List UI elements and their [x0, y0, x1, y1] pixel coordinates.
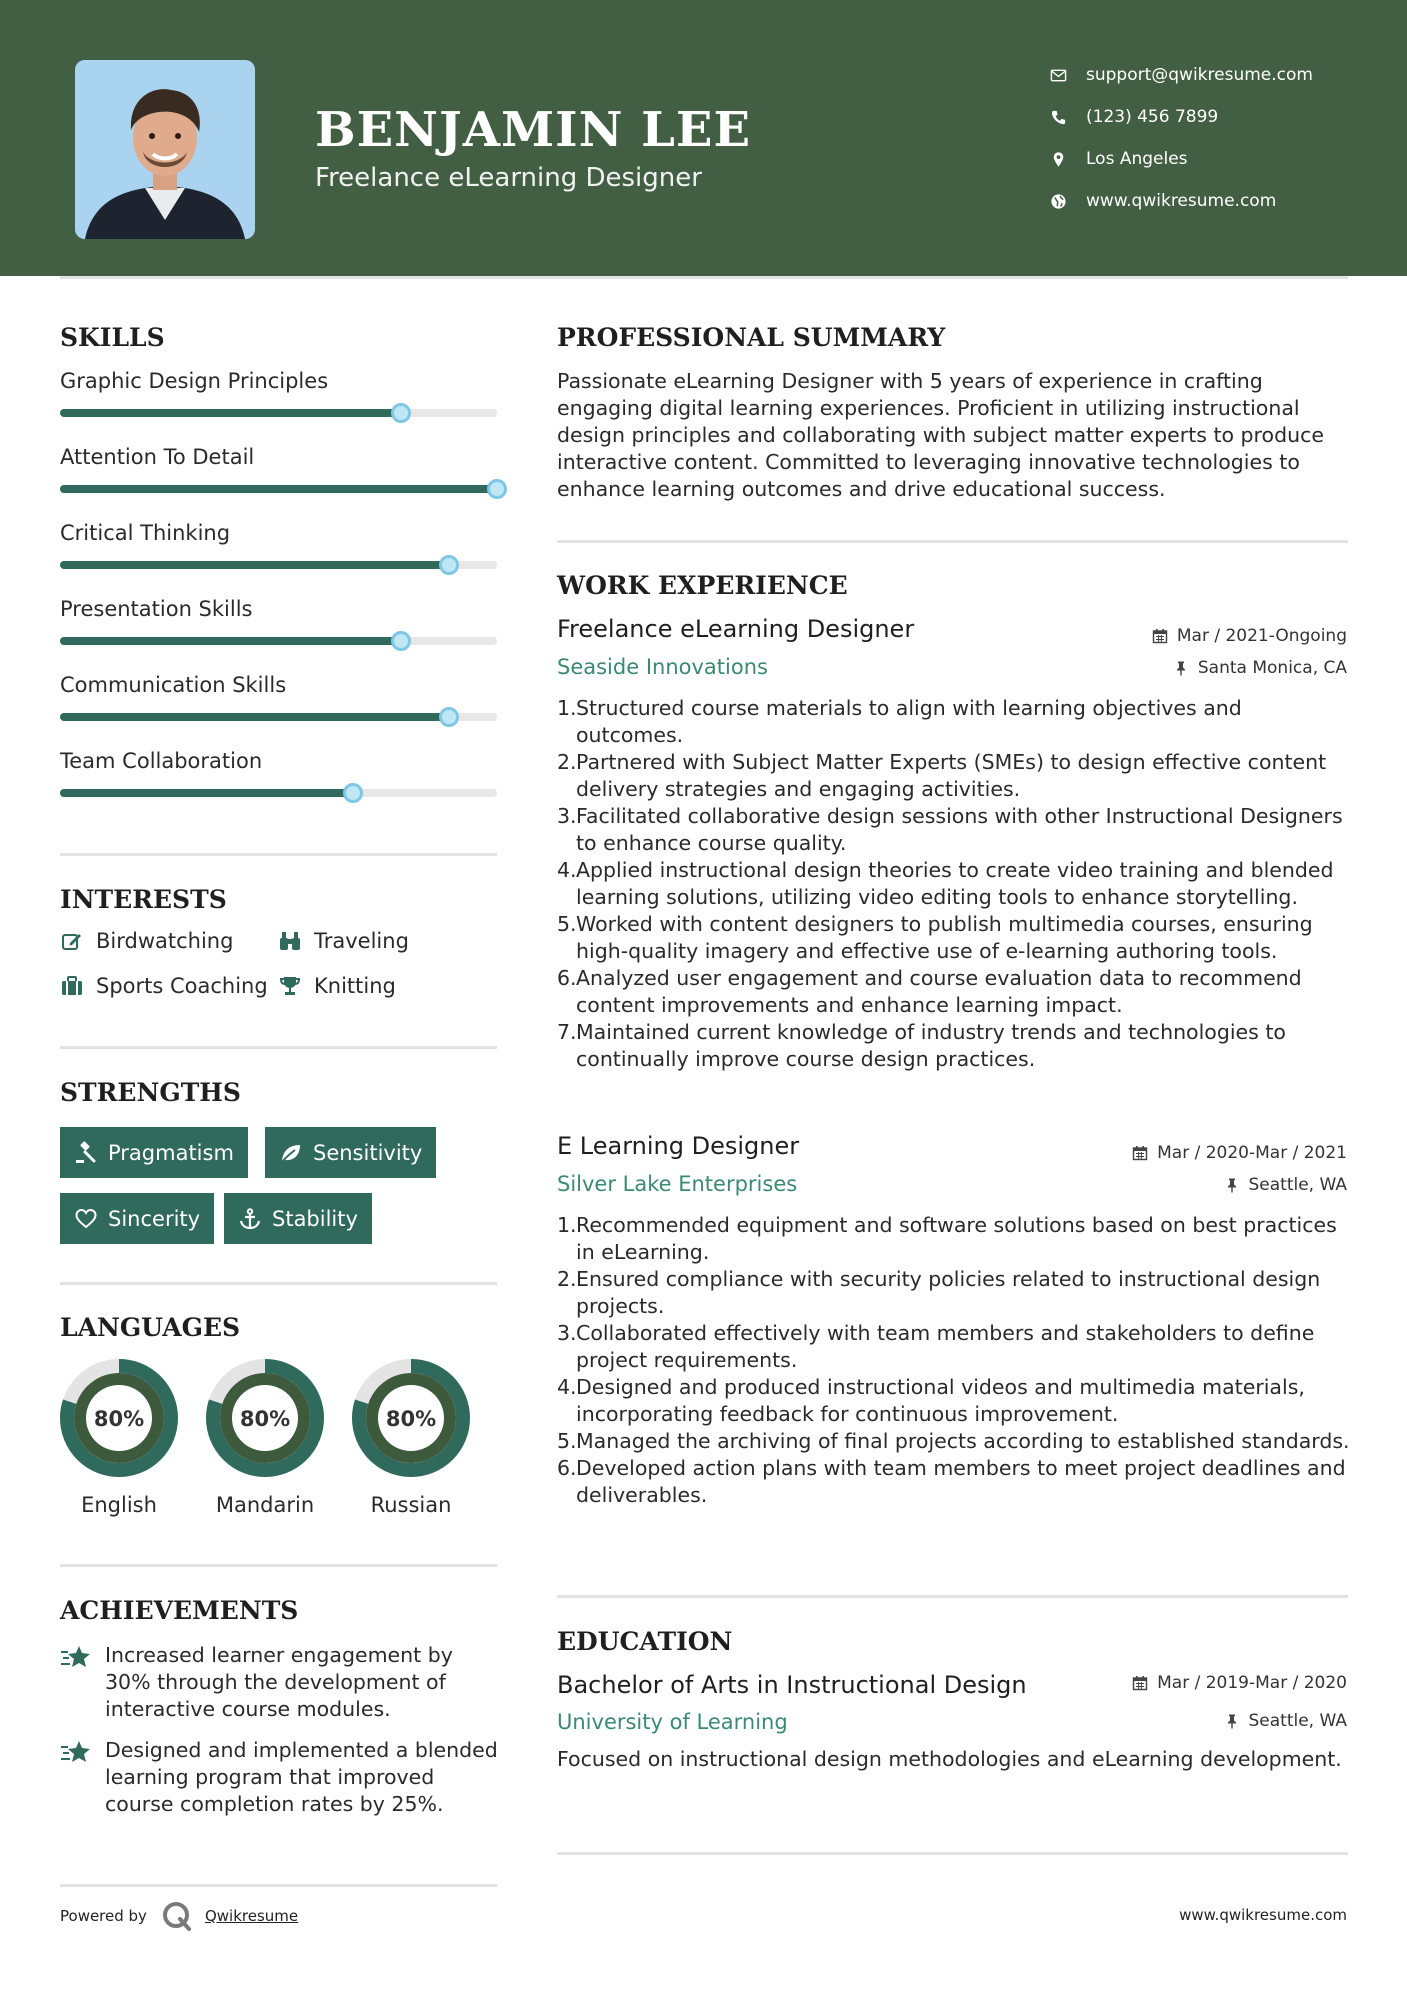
- skill-item: [60, 673, 497, 749]
- section-divider: [557, 540, 1348, 543]
- strengths-heading: STRENGTHS: [60, 1078, 241, 1107]
- skill-bar-fill: [60, 409, 401, 417]
- contact-list: [1050, 54, 1380, 222]
- skill-label: Attention To Detail: [60, 445, 255, 469]
- star-trophy-icon: [60, 1739, 92, 1767]
- degree-title: Bachelor of Arts in Instructional Design: [557, 1671, 1027, 1699]
- calendar-icon: [1132, 1145, 1148, 1161]
- language-percent: 80%: [239, 1407, 291, 1431]
- job-date: [1152, 626, 1347, 646]
- person-portrait-icon: [75, 60, 255, 239]
- binoculars-icon: [278, 929, 314, 953]
- job-location-text: Seattle, WA: [1248, 1175, 1347, 1195]
- header-divider: [60, 276, 1348, 279]
- contact-email[interactable]: [1050, 54, 1380, 96]
- skill-label: Critical Thinking: [60, 521, 231, 545]
- strength-label: Sincerity: [108, 1206, 201, 1231]
- calendar-icon: [1152, 628, 1168, 644]
- education-date-text: Mar / 2019-Mar / 2020: [1157, 1673, 1347, 1693]
- qwikresume-link[interactable]: Qwikresume: [204, 1907, 299, 1925]
- skills-heading: SKILLS: [60, 323, 165, 352]
- achievement-item: [60, 1737, 500, 1818]
- skill-bar-track: [60, 561, 497, 569]
- globe-icon: [1050, 193, 1086, 210]
- briefcase-icon: [60, 974, 96, 998]
- resume-header: [0, 0, 1407, 276]
- skill-label: Graphic Design Principles: [60, 369, 329, 393]
- skill-item: [60, 369, 497, 445]
- skill-label: Presentation Skills: [60, 597, 253, 621]
- strength-label: Stability: [272, 1206, 358, 1231]
- company-name: Silver Lake Enterprises: [557, 1172, 798, 1196]
- strength-tag: [265, 1127, 436, 1178]
- gavel-icon: [74, 1141, 108, 1165]
- section-divider: [60, 853, 497, 856]
- skill-bar-track: [60, 409, 497, 417]
- pushpin-icon: [1224, 1177, 1240, 1193]
- education-location: [1224, 1711, 1348, 1731]
- job-duties-list: [557, 1212, 1352, 1509]
- education-description: Focused on instructional design methodologies and eLearning development.: [557, 1747, 1342, 1771]
- envelope-icon: [1050, 67, 1086, 84]
- map-pin-icon: [1050, 151, 1086, 168]
- candidate-title: Freelance eLearning Designer: [315, 163, 702, 193]
- strength-tag: [60, 1127, 248, 1178]
- powered-by-label: Powered by: [60, 1907, 147, 1925]
- calendar-icon: [1132, 1675, 1148, 1691]
- anchor-icon: [238, 1207, 272, 1231]
- skill-bar-knob: [487, 479, 507, 499]
- skill-bar-knob: [439, 707, 459, 727]
- strength-label: Sensitivity: [313, 1140, 423, 1165]
- contact-phone-text: (123) 456 7899: [1086, 107, 1219, 127]
- strength-tag: [60, 1193, 214, 1244]
- contact-website-text: www.qwikresume.com: [1086, 191, 1277, 211]
- section-divider: [60, 1282, 497, 1285]
- duty-item: 1. Structured course materials to align with learning objectives and outcomes.: [557, 696, 1242, 747]
- contact-phone[interactable]: [1050, 96, 1380, 138]
- language-item: [350, 1357, 472, 1517]
- duty-item: 4. Applied instructional design theories to create video training and blended learning solutions, utilizing video editing tools to enhance storytelling.: [557, 858, 1334, 909]
- skill-bar-knob: [391, 631, 411, 651]
- language-name: Mandarin: [215, 1493, 315, 1517]
- heart-icon: [74, 1207, 108, 1231]
- section-divider: [557, 1595, 1348, 1598]
- section-divider: [60, 1564, 497, 1567]
- interest-label: Sports Coaching: [96, 974, 268, 998]
- skill-bar-fill: [60, 485, 497, 493]
- job-date-text: Mar / 2020-Mar / 2021: [1157, 1143, 1347, 1163]
- duty-item: 4. Designed and produced instructional videos and multimedia materials, incorporating feedback for continuous improvement.: [557, 1375, 1305, 1426]
- skill-bar-knob: [439, 555, 459, 575]
- skill-label: Communication Skills: [60, 673, 287, 697]
- interest-item: [60, 974, 268, 998]
- contact-website[interactable]: [1050, 180, 1380, 222]
- candidate-name: BENJAMIN LEE: [315, 102, 752, 158]
- language-name: Russian: [370, 1493, 452, 1517]
- skill-item: [60, 445, 497, 521]
- achievement-text: Increased learner engagement by 30% through the development of interactive course modules.: [105, 1643, 453, 1721]
- language-percent: 80%: [385, 1407, 437, 1431]
- skill-bar-knob: [343, 783, 363, 803]
- education-date: [1132, 1673, 1347, 1693]
- strength-label: Pragmatism: [108, 1140, 234, 1165]
- trophy-icon: [278, 974, 314, 998]
- achievements-heading: ACHIEVEMENTS: [60, 1596, 299, 1625]
- languages-heading: LANGUAGES: [60, 1313, 241, 1342]
- skill-item: [60, 749, 497, 825]
- interests-heading: INTERESTS: [60, 885, 227, 914]
- education-location-text: Seattle, WA: [1248, 1711, 1347, 1731]
- summary-heading: PROFESSIONAL SUMMARY: [557, 323, 946, 352]
- interest-item: [278, 974, 396, 998]
- language-donut: [58, 1357, 180, 1479]
- powered-by: [60, 1900, 298, 1932]
- contact-email-text: support@qwikresume.com: [1086, 65, 1313, 85]
- footer-website[interactable]: www.qwikresume.com: [1179, 1906, 1347, 1924]
- skill-bar-fill: [60, 713, 449, 721]
- contact-location: [1050, 138, 1380, 180]
- skill-bar-fill: [60, 561, 449, 569]
- section-divider: [60, 1046, 497, 1049]
- phone-icon: [1050, 109, 1086, 126]
- qwikresume-logo-icon: [161, 1900, 193, 1932]
- skill-bar-fill: [60, 637, 401, 645]
- section-divider: [60, 1884, 497, 1887]
- skill-item: [60, 597, 497, 673]
- work-heading: WORK EXPERIENCE: [557, 571, 848, 600]
- company-name: Seaside Innovations: [557, 655, 768, 679]
- language-percent: 80%: [93, 1407, 145, 1431]
- job-title: E Learning Designer: [557, 1132, 800, 1160]
- job-date: [1132, 1143, 1347, 1163]
- skill-bar-track: [60, 637, 497, 645]
- language-item: [204, 1357, 326, 1517]
- interest-item: [278, 929, 409, 953]
- interest-label: Traveling: [314, 929, 409, 953]
- interest-item: [60, 929, 233, 953]
- language-name: English: [81, 1493, 157, 1517]
- job-title: Freelance eLearning Designer: [557, 615, 915, 643]
- job-duties-list: [557, 695, 1352, 1073]
- profile-photo: [75, 60, 255, 239]
- skill-bar-track: [60, 789, 497, 797]
- duty-item: 1. Recommended equipment and software solutions based on best practices in eLearning.: [557, 1213, 1337, 1264]
- interest-label: Knitting: [314, 974, 396, 998]
- duty-item: 6. Analyzed user engagement and course evaluation data to recommend content improvements and enhance learning impact.: [557, 966, 1302, 1017]
- pencil-square-icon: [60, 929, 96, 953]
- duty-item: 6. Developed action plans with team members to meet project deadlines and deliverables.: [557, 1456, 1346, 1507]
- star-trophy-icon: [60, 1644, 92, 1672]
- achievement-text: Designed and implemented a blended learning program that improved course completion rates by 25%.: [105, 1738, 498, 1816]
- duty-item: 5. Worked with content designers to publish multimedia courses, ensuring high-quality imagery and effective use of e-learning authoring tools.: [557, 912, 1313, 963]
- education-heading: EDUCATION: [557, 1627, 733, 1656]
- skill-bar-fill: [60, 789, 353, 797]
- duty-item: 3. Facilitated collaborative design sessions with other Instructional Designers to enhance course quality.: [557, 804, 1343, 855]
- section-divider: [557, 1852, 1348, 1855]
- skill-bar-track: [60, 713, 497, 721]
- job-location: [1224, 1175, 1348, 1195]
- strength-tag: [224, 1193, 372, 1244]
- pushpin-icon: [1173, 660, 1189, 676]
- leaf-icon: [279, 1141, 313, 1165]
- achievement-item: [60, 1642, 500, 1723]
- duty-item: 5. Managed the archiving of final projects according to established standards.: [557, 1429, 1350, 1453]
- interest-label: Birdwatching: [96, 929, 234, 953]
- duty-item: 3. Collaborated effectively with team members and stakeholders to define project requirements.: [557, 1321, 1315, 1372]
- language-item: [58, 1357, 180, 1517]
- duty-item: 2. Ensured compliance with security policies related to instructional design projects.: [557, 1267, 1321, 1318]
- job-location-text: Santa Monica, CA: [1197, 658, 1347, 678]
- duty-item: 7. Maintained current knowledge of industry trends and technologies to continually improve course design practices.: [557, 1020, 1286, 1071]
- pushpin-icon: [1224, 1713, 1240, 1729]
- language-donut: [350, 1357, 472, 1479]
- school-name: University of Learning: [557, 1710, 788, 1734]
- skill-label: Team Collaboration: [60, 749, 263, 773]
- contact-location-text: Los Angeles: [1086, 149, 1188, 169]
- skill-bar-track: [60, 485, 497, 493]
- language-donut: [204, 1357, 326, 1479]
- job-location: [1173, 658, 1347, 678]
- job-date-text: Mar / 2021-Ongoing: [1176, 626, 1347, 646]
- skill-item: [60, 521, 497, 597]
- duty-item: 2. Partnered with Subject Matter Experts (SMEs) to design effective content delivery strategies and engaging activities.: [557, 750, 1327, 801]
- skill-bar-knob: [391, 403, 411, 423]
- summary-text: Passionate eLearning Designer with 5 years of experience in crafting engaging digital learning experiences. Proficient in utilizing instructional design principles and collaborating with subject matter experts to produce interactive content. Committed to leveraging innovative technologies to enhance learning outcomes and drive educational success.: [557, 369, 1324, 501]
